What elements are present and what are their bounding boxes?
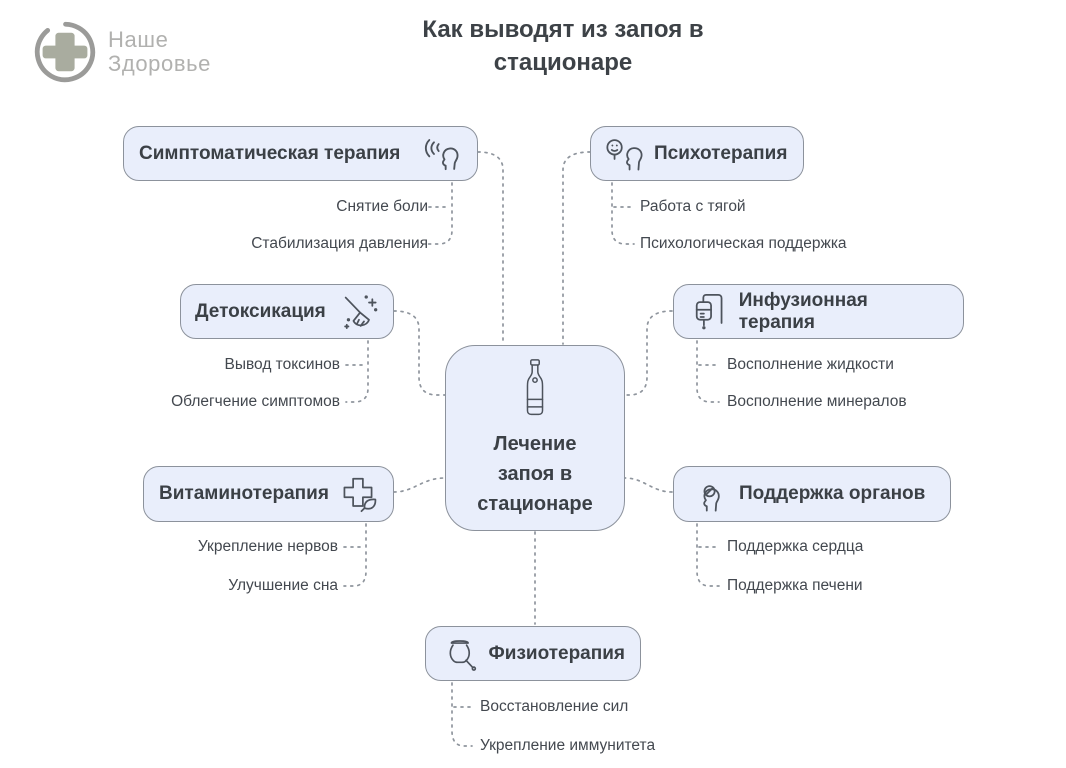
node-label: Детоксикация (195, 300, 326, 322)
subitem-infusion-2: Восполнение минералов (727, 393, 907, 410)
node-infusion-therapy (673, 284, 964, 339)
subitem-physio-2: Укрепление иммунитета (480, 737, 656, 754)
subitem-vitamin-2: Улучшение сна (228, 577, 338, 594)
node-central-treatment (445, 345, 625, 531)
node-label: Витаминотерапия (159, 483, 329, 504)
cross-leaf-icon (339, 474, 378, 514)
psychology-head-icon (604, 134, 644, 174)
subitem-physio-1: Восстановление сил (480, 698, 629, 715)
node-symptomatic-therapy (123, 126, 478, 181)
node-detox (180, 284, 394, 339)
bottle-icon (515, 358, 555, 420)
node-label: Симптоматическая терапия (139, 142, 401, 164)
subitem-symptomatic-2: Стабилизация давления (251, 235, 428, 252)
page-title: Как выводят из запоя в стационаре (422, 16, 704, 77)
subitem-infusion-1: Восполнение жидкости (727, 356, 894, 373)
cupping-jar-icon (441, 634, 479, 674)
node-psychotherapy (590, 126, 804, 181)
subitem-detox-1: Вывод токсинов (224, 356, 340, 373)
subitem-organs-2: Поддержка печени (727, 577, 863, 594)
subitem-psychotherapy-1: Работа с тягой (640, 198, 746, 215)
subitem-symptomatic-1: Снятие боли (336, 198, 428, 215)
node-label: Поддержка органов (739, 483, 926, 504)
iv-drip-icon (689, 292, 729, 332)
broom-sparkles-icon (339, 292, 379, 332)
node-label: Психотерапия (654, 142, 788, 164)
logo-line2: Здоровье (108, 51, 212, 76)
subitem-psychotherapy-2: Психологическая поддержка (640, 235, 847, 252)
head-no-alcohol-icon (689, 474, 729, 514)
medical-cross-circle-icon (33, 20, 97, 84)
logo (33, 20, 211, 84)
node-label: Физиотерапия (488, 642, 625, 664)
node-label: Инфузионная терапия (738, 289, 868, 333)
headache-waves-icon (420, 133, 462, 175)
subitem-vitamin-1: Укрепление нервов (197, 538, 338, 555)
node-organ-support (673, 466, 951, 522)
node-vitamin-therapy (143, 466, 394, 522)
central-node-label: Лечение запоя в стационаре (477, 432, 593, 515)
subitem-detox-2: Облегчение симптомов (171, 393, 340, 410)
logo-line1: Наше (108, 26, 169, 52)
subitem-organs-1: Поддержка сердца (727, 538, 864, 555)
logo-text (108, 28, 211, 76)
node-physiotherapy (425, 626, 641, 681)
